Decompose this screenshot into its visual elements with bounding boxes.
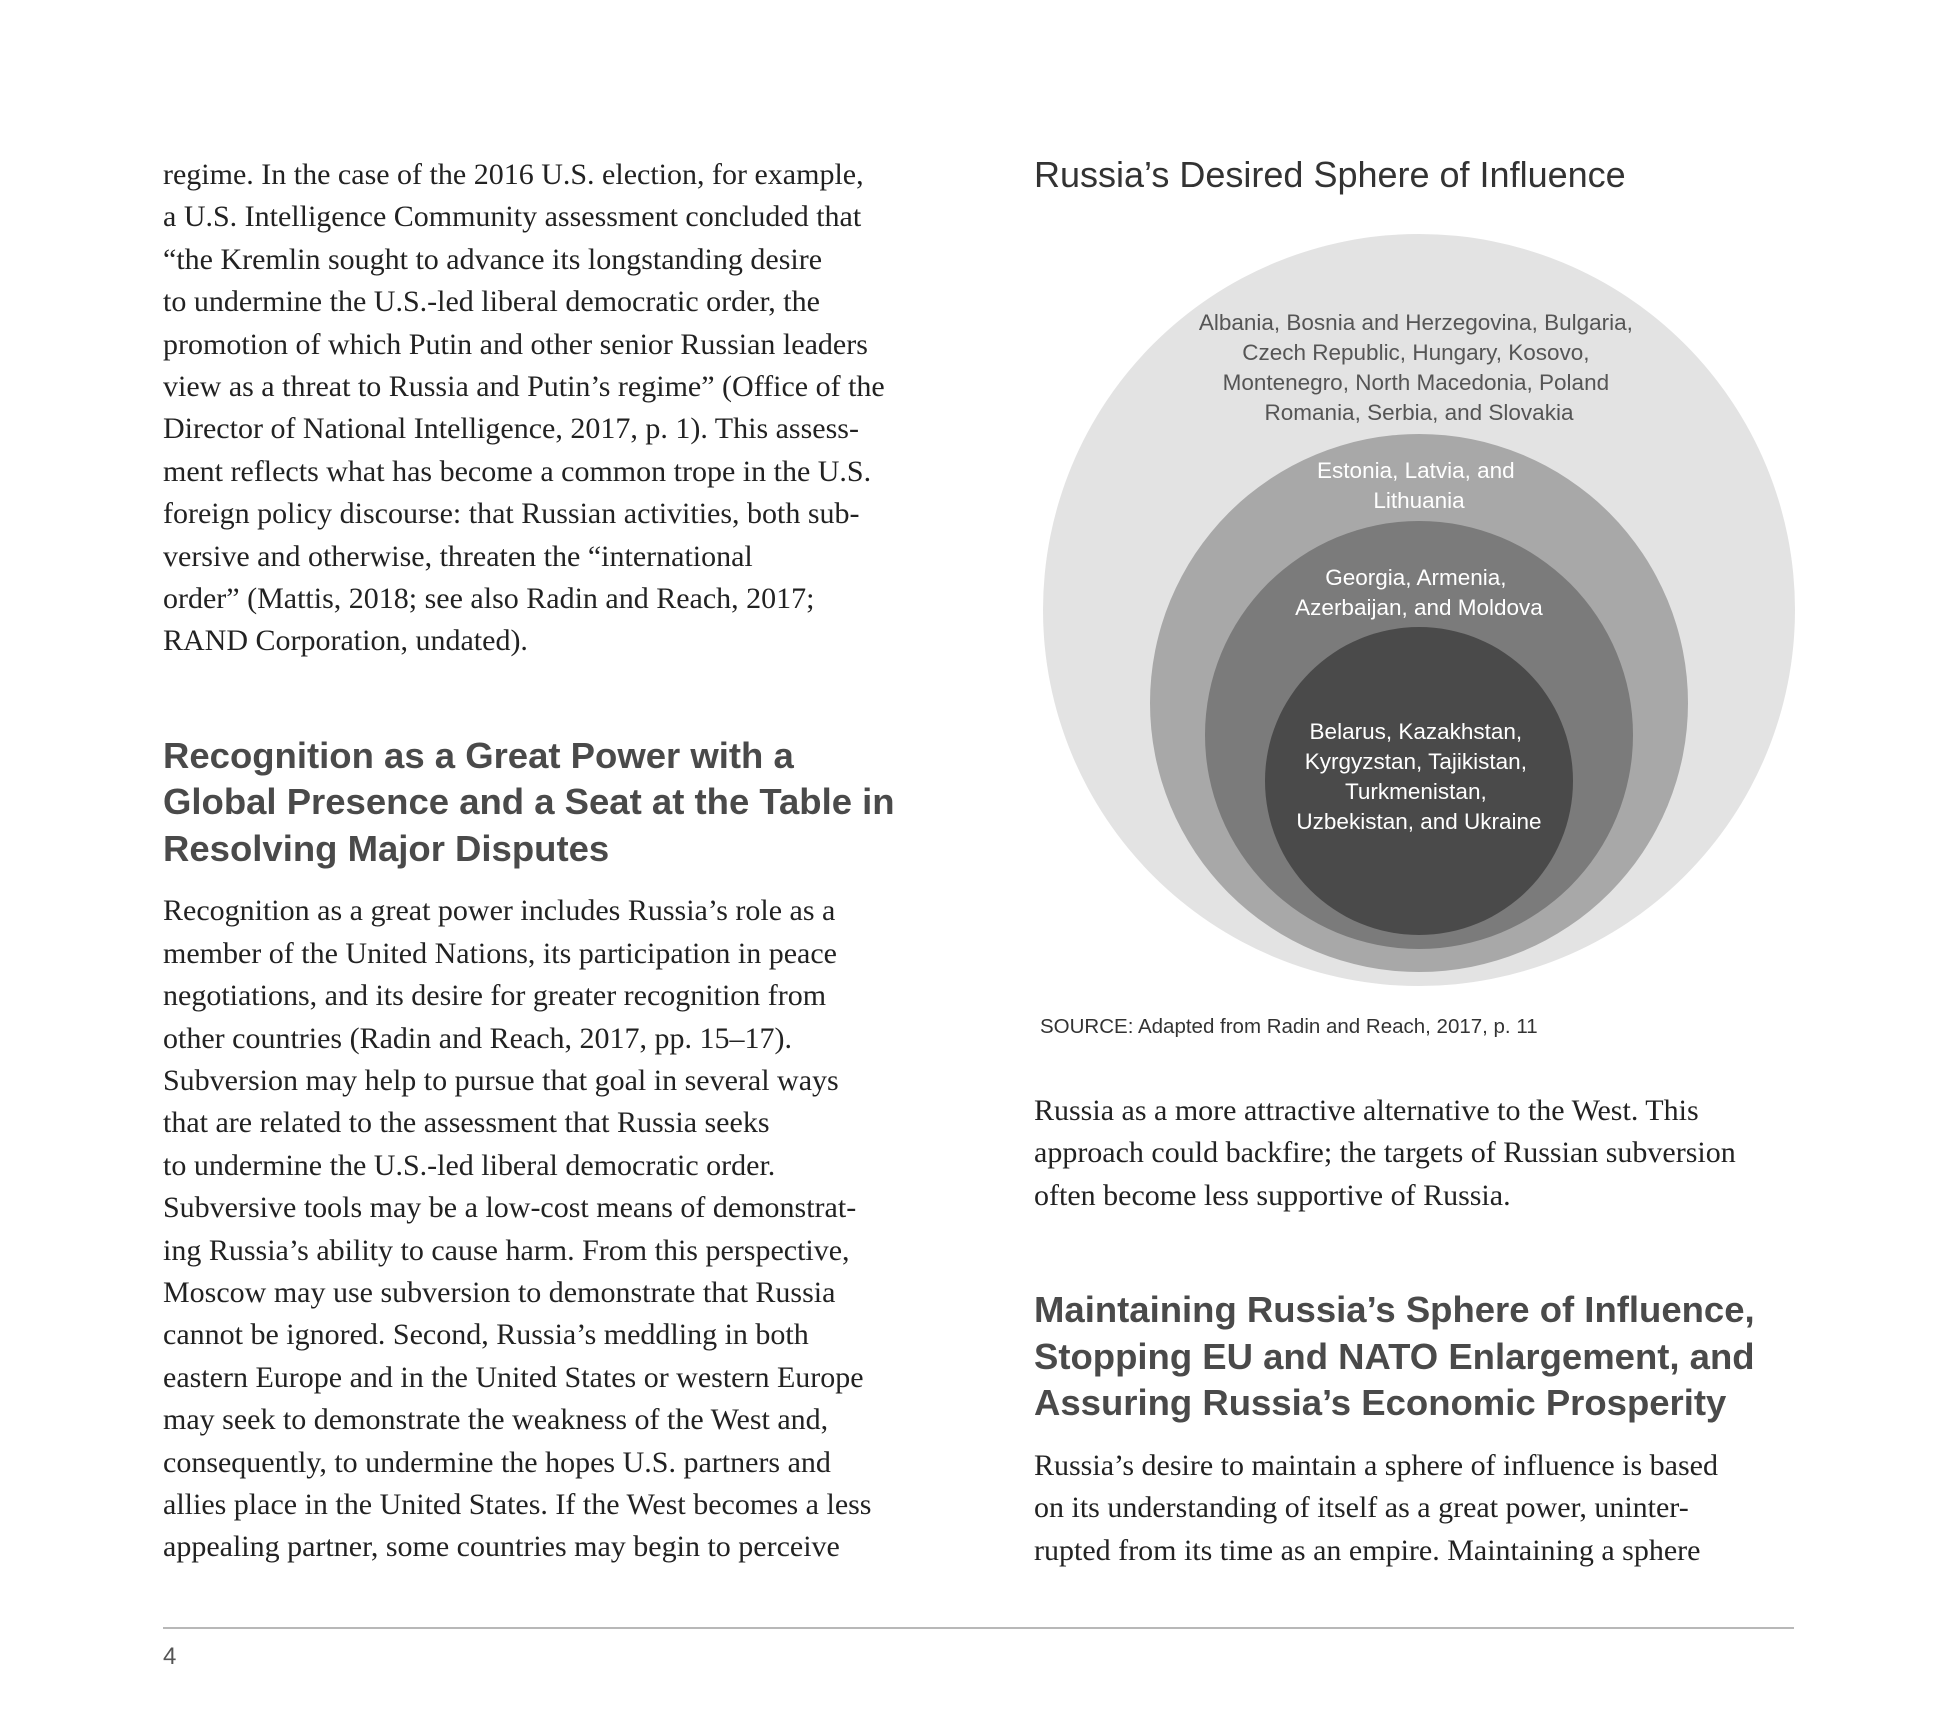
text-line: allies place in the United States. If the West becomes a less: [163, 1488, 872, 1522]
heading-line: Stopping EU and NATO Enlargement, and: [1034, 1335, 1755, 1377]
ring-label-line: Belarus, Kazakhstan,: [1309, 719, 1523, 744]
ring-label-line: Lithuania: [1373, 488, 1465, 513]
text-line: Moscow may use subversion to demonstrate that Russia: [163, 1276, 836, 1310]
text-line: Russia as a more attractive alternative to the West. This: [1034, 1094, 1699, 1127]
heading-line: Assuring Russia’s Economic Prosperity: [1034, 1382, 1727, 1424]
text-line: ing Russia’s ability to cause harm. From this perspective,: [163, 1233, 850, 1267]
text-line: to undermine the U.S.-led liberal democratic order, the: [163, 285, 820, 319]
figure-title: Russia’s Desired Sphere of Influence: [1034, 154, 1626, 195]
text-line: approach could backfire; the targets of Russian subversion: [1034, 1136, 1736, 1170]
figure-source-note: SOURCE: Adapted from Radin and Reach, 2017, p. 11: [1040, 1015, 1538, 1038]
heading-line: Maintaining Russia’s Sphere of Influence,: [1034, 1289, 1755, 1331]
text-line: foreign policy discourse: that Russian activities, both sub-: [163, 497, 860, 531]
text-line: Russia’s desire to maintain a sphere of influence is based: [1034, 1448, 1718, 1482]
footer-divider: [163, 1627, 1794, 1629]
section-heading-sphere-of-influence: [1034, 1287, 1794, 1427]
text-line: appealing partner, some countries may begin to perceive: [163, 1530, 840, 1564]
ring-label-line: Romania, Serbia, and Slovakia: [1264, 400, 1574, 425]
text-line: to undermine the U.S.-led liberal democratic order.: [163, 1148, 776, 1182]
ring-label-line: Kyrgyzstan, Tajikistan,: [1304, 749, 1527, 774]
text-line: rupted from its time as an empire. Maintaining a sphere: [1034, 1533, 1701, 1567]
text-line: other countries (Radin and Reach, 2017, pp. 15–17).: [163, 1021, 793, 1055]
left-paragraph-1: [163, 154, 923, 663]
text-line: cannot be ignored. Second, Russia’s meddling in both: [163, 1318, 809, 1352]
text-line: eastern Europe and in the United States or western Europe: [163, 1360, 864, 1394]
right-column: [1034, 1090, 1794, 1572]
ring-label-line: Albania, Bosnia and Herzegovina, Bulgaria,: [1198, 310, 1633, 335]
text-line: regime. In the case of the 2016 U.S. election, for example,: [163, 158, 864, 191]
ring-label-line: Azerbaijan, and Moldova: [1295, 595, 1543, 620]
text-line: Director of National Intelligence, 2017, p. 1). This assess-: [163, 412, 859, 446]
text-line: often become less supportive of Russia.: [1034, 1178, 1511, 1212]
ring-label-line: Estonia, Latvia, and: [1317, 458, 1515, 483]
left-paragraph-2: [163, 890, 923, 1569]
heading-line: Global Presence and a Seat at the Table in: [163, 781, 895, 823]
text-line: order” (Mattis, 2018; see also Radin and Reach, 2017;: [163, 582, 815, 616]
text-line: that are related to the assessment that Russia seeks: [163, 1106, 770, 1140]
page-number: 4: [163, 1643, 177, 1670]
text-line: member of the United Nations, its participation in peace: [163, 936, 837, 970]
right-paragraph-1: [1034, 1090, 1794, 1217]
text-line: on its understanding of itself as a great power, uninter-: [1034, 1491, 1689, 1525]
text-line: Subversive tools may be a low-cost means of demonstrat-: [163, 1191, 857, 1225]
text-line: may seek to demonstrate the weakness of the West and,: [163, 1403, 829, 1437]
text-line: consequently, to undermine the hopes U.S. partners and: [163, 1445, 831, 1479]
text-line: view as a threat to Russia and Putin’s regime” (Office of the: [163, 370, 885, 404]
text-line: promotion of which Putin and other senior Russian leaders: [163, 327, 868, 361]
section-heading-great-power: [163, 733, 923, 873]
ring-label-line: Montenegro, North Macedonia, Poland: [1222, 370, 1610, 395]
text-line: negotiations, and its desire for greater recognition from: [163, 979, 827, 1013]
text-line: Subversion may help to pursue that goal in several ways: [163, 1064, 839, 1097]
right-paragraph-2: [1034, 1445, 1794, 1572]
heading-line: Resolving Major Disputes: [163, 827, 610, 869]
ring-label-line: Czech Republic, Hungary, Kosovo,: [1242, 340, 1590, 365]
ring-label-line: Georgia, Armenia,: [1325, 565, 1507, 590]
heading-line: Recognition as a Great Power with a: [163, 734, 794, 776]
sphere-of-influence-diagram: [1034, 226, 1804, 996]
text-line: Recognition as a great power includes Russia’s role as a: [163, 894, 836, 928]
ring-label-line: Uzbekistan, and Ukraine: [1296, 809, 1542, 834]
text-line: ment reflects what has become a common trope in the U.S.: [163, 454, 872, 488]
ring-label-line: Turkmenistan,: [1345, 779, 1487, 804]
text-line: RAND Corporation, undated).: [163, 624, 528, 658]
text-line: versive and otherwise, threaten the “international: [163, 539, 753, 573]
text-line: “the Kremlin sought to advance its longstanding desire: [163, 242, 823, 276]
text-line: a U.S. Intelligence Community assessment concluded that: [163, 200, 862, 234]
left-column: [163, 154, 923, 1569]
